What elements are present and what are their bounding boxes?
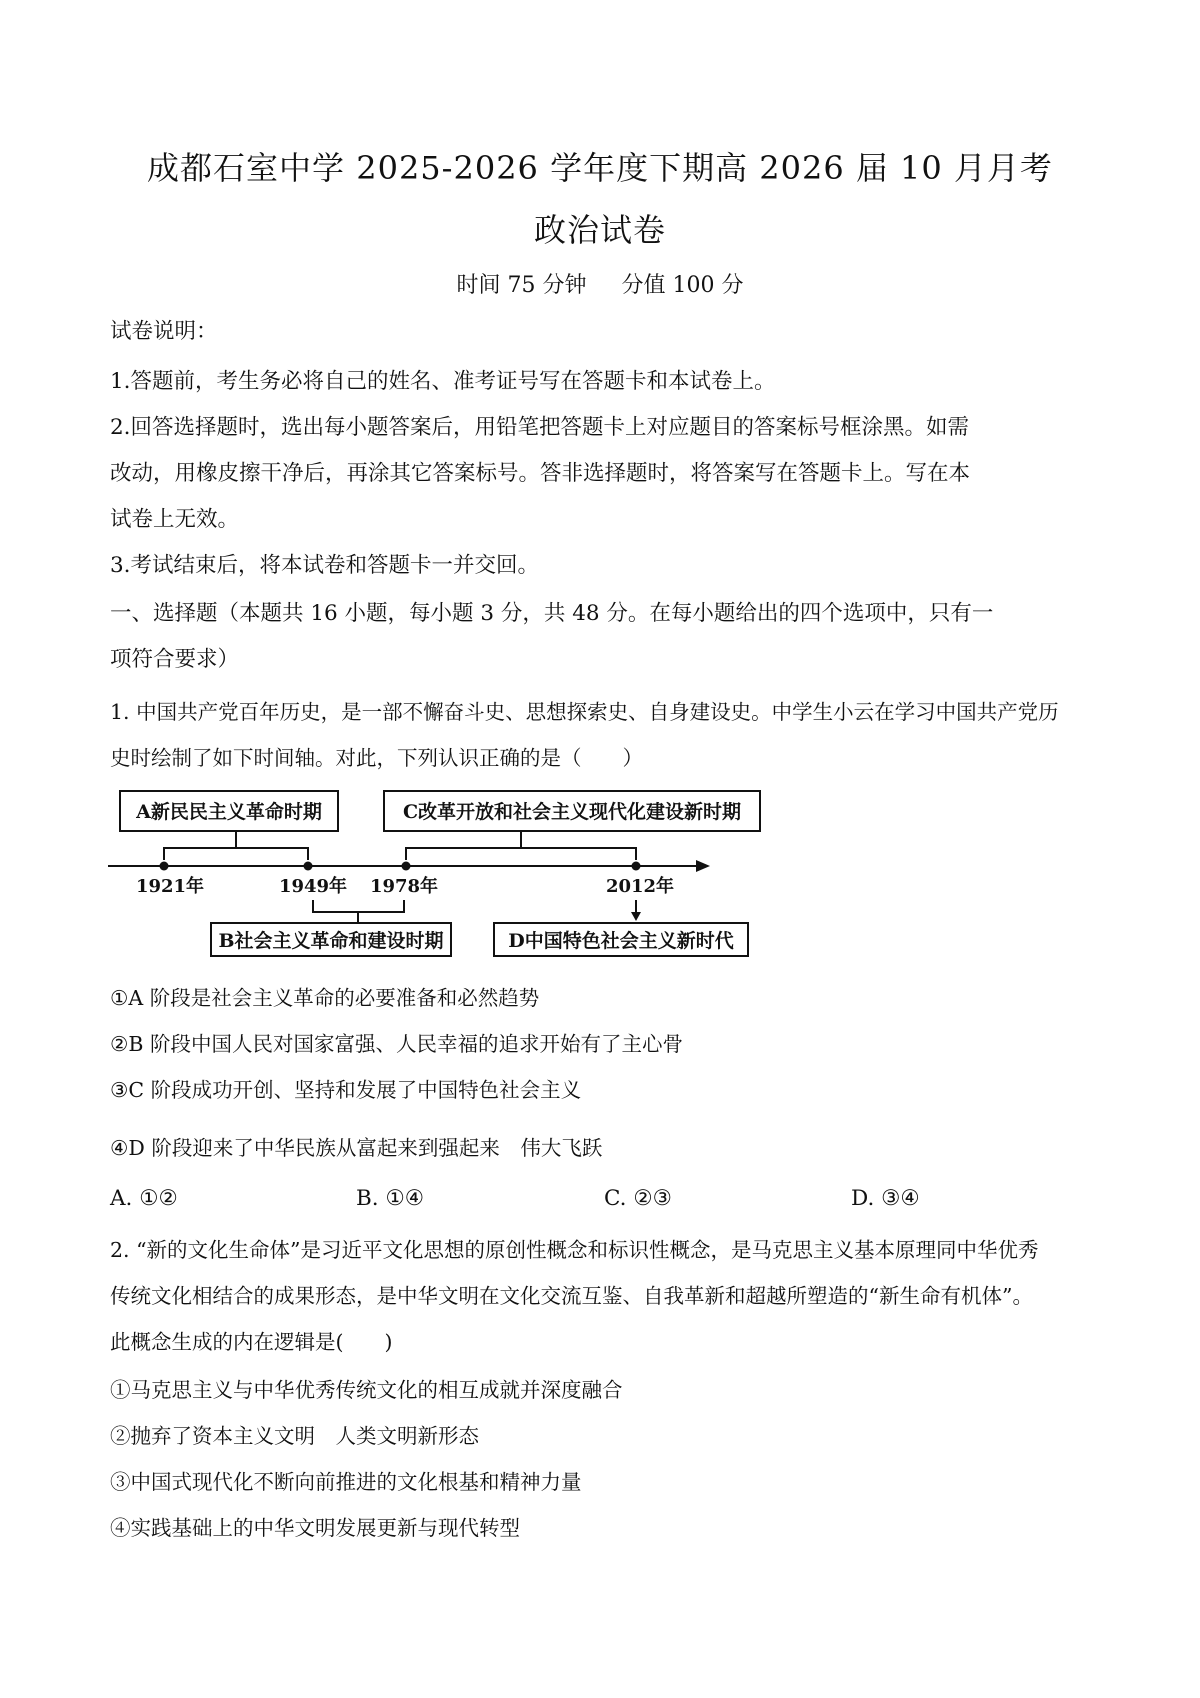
bracket-b — [313, 900, 404, 923]
year-dot-2012 — [632, 862, 641, 871]
q1-statement: ②B 阶段中国人民对国家富强、人民幸福的追求开始有了主心骨 — [110, 1032, 683, 1056]
q2-statement: ④实践基础上的中华文明发展更新与现代转型 — [110, 1516, 520, 1540]
timeline-arrowhead — [696, 860, 710, 872]
year-dot-1978 — [402, 862, 411, 871]
q2-stem-cont: 传统文化相结合的成果形态，是中华文明在文化交流互鉴、自我革新和超越所塑造的“新生命有机体”。 — [110, 1284, 1033, 1308]
exam-subject: 政治试卷 — [533, 211, 666, 249]
q1-timeline-diagram — [108, 788, 768, 958]
q2-stem-cont: 此概念生成的内在逻辑是( ) — [110, 1330, 393, 1354]
exam-meta — [0, 268, 1200, 299]
year-label: 1949年 — [278, 876, 348, 897]
exam-score: 分值 100 分 — [621, 273, 744, 298]
q2-statement: ①马克思主义与中华优秀传统文化的相互成就并深度融合 — [110, 1378, 623, 1402]
timeline-box-a-label: A新民民主义革命时期 — [136, 801, 322, 823]
instruction-line: 2.回答选择题时，选出每小题答案后，用铅笔把答题卡上对应题目的答案标号框涂黑。如需 — [110, 415, 970, 440]
q1-option-d: D. ③④ — [851, 1186, 920, 1211]
q1-option-c: C. ②③ — [604, 1186, 672, 1211]
instruction-line: 改动，用橡皮擦干净后，再涂其它答案标号。答非选择题时，将答案写在答题卡上。写在本 — [110, 461, 971, 486]
q1-option-b: B. ①④ — [356, 1186, 425, 1211]
bracket-a — [164, 831, 308, 860]
year-label: 1921年 — [135, 876, 205, 897]
q2-statement: ②抛弃了资本主义文明 人类文明新形态 — [110, 1424, 479, 1448]
q1-stem: 1. 中国共产党百年历史，是一部不懈奋斗史、思想探索史、自身建设史。中学生小云在学习中国共产党历 — [110, 700, 1059, 724]
instructions-heading: 试卷说明： — [110, 319, 218, 344]
year-dot-1921 — [160, 862, 169, 871]
bracket-c — [406, 831, 636, 860]
q1-statement: ①A 阶段是社会主义革命的必要准备和必然趋势 — [110, 986, 540, 1010]
exam-title: 成都石室中学 2025-2026 学年度下期高 2026 届 10 月月考 — [147, 149, 1053, 187]
year-dot-1949 — [304, 862, 313, 871]
instruction-line: 试卷上无效。 — [110, 507, 240, 532]
q2-statement: ③中国式现代化不断向前推进的文化根基和精神力量 — [110, 1470, 582, 1494]
timeline-box-c-label: C改革开放和社会主义现代化建设新时期 — [402, 801, 742, 823]
timeline-box-b-label: B社会主义革命和建设时期 — [218, 930, 444, 952]
instruction-line: 1.答题前，考生务必将自己的姓名、准考证号写在答题卡和本试卷上。 — [110, 369, 776, 394]
section-heading: 一、选择题（本题共 16 小题，每小题 3 分，共 48 分。在每小题给出的四个选项中，只有一 — [110, 601, 994, 626]
q1-statement: ④D 阶段迎来了中华民族从富起来到强起来 伟大飞跃 — [110, 1136, 603, 1160]
year-label: 1978年 — [369, 876, 439, 897]
section-heading-cont: 项符合要求） — [110, 647, 240, 672]
q2-stem: 2. “新的文化生命体”是习近平文化思想的原创性概念和标识性概念，是马克思主义基本原理同中华优秀 — [110, 1238, 1039, 1262]
year-label: 2012年 — [605, 876, 675, 897]
q1-option-a: A. ①② — [110, 1186, 178, 1211]
q1-statement: ③C 阶段成功开创、坚持和发展了中国特色社会主义 — [110, 1078, 582, 1102]
arrow-to-d-head — [631, 912, 641, 921]
exam-time: 时间 75 分钟 — [456, 273, 587, 298]
q1-stem-cont: 史时绘制了如下时间轴。对此，下列认识正确的是（ ） — [110, 746, 643, 770]
instruction-line: 3.考试结束后，将本试卷和答题卡一并交回。 — [110, 553, 540, 578]
timeline-box-d-label: D中国特色社会主义新时代 — [508, 930, 734, 952]
